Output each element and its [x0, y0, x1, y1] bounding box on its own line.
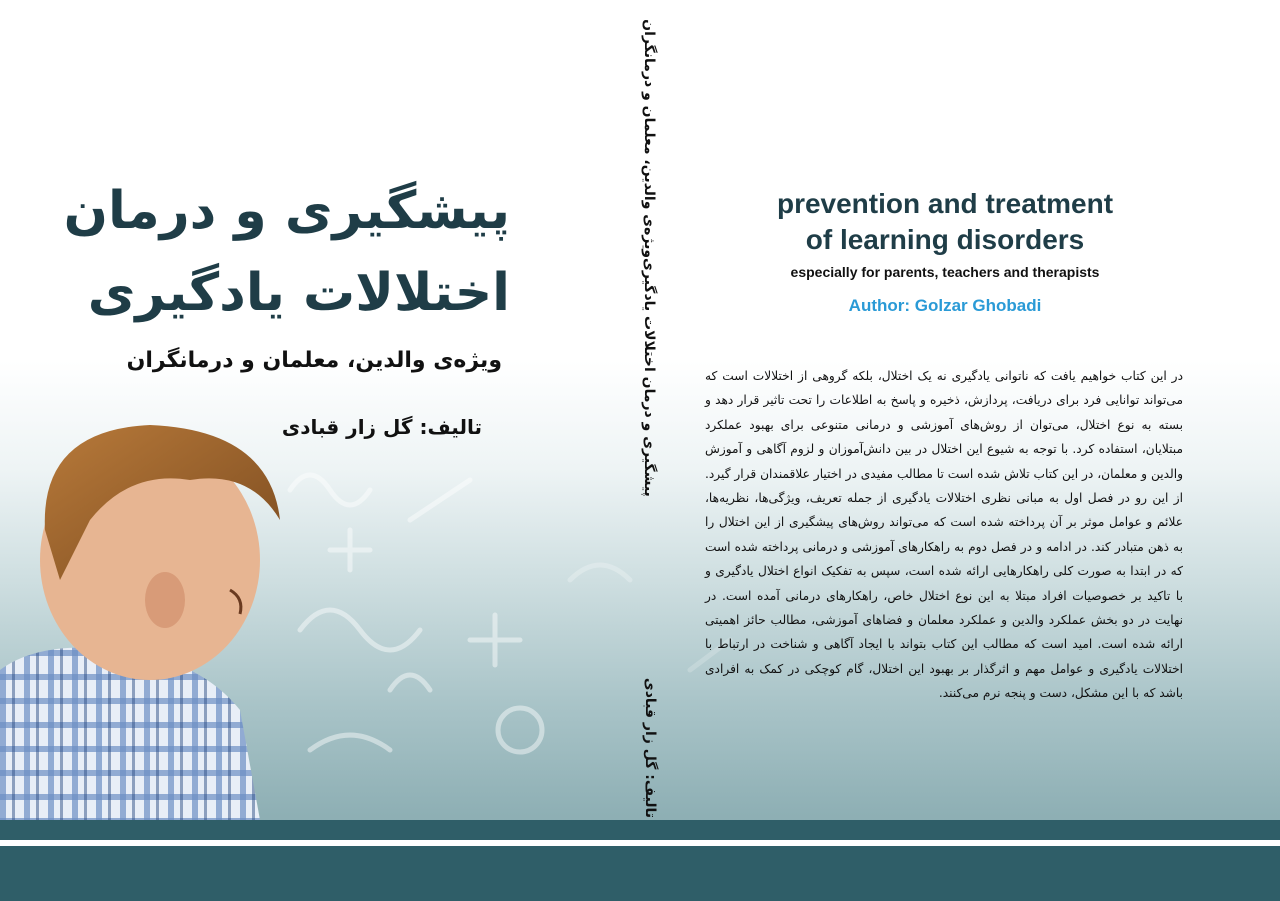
- front-subtitle: ویژه‌ی والدین، معلمان و درمانگران: [126, 348, 502, 373]
- front-title-line-2: اختلالات یادگیری: [87, 263, 510, 323]
- bottom-band: [0, 846, 1280, 901]
- spine-author: تالیف: گل زار قبادی: [642, 677, 658, 818]
- spine-title: پیشگیری و درمان اختلالات یادگیری‌ویژه‌ی والدین، معلمان و درمانگران: [641, 19, 657, 497]
- front-author: تالیف: گل زار قبادی: [281, 415, 482, 439]
- back-blurb: [705, 364, 1183, 706]
- back-english-title-line-1: prevention and treatment: [776, 188, 1114, 219]
- blurb-text: در این کتاب خواهیم یافت که ناتوانی یادگیری نه یک اختلال، بلکه گروهی از اختلالات است که می‌تواند توانایی فرد برای دریافت، پردازش، ذخیره و پاسخ به اطلاعات را تحت تاثیر قرار دهد و بسته به نوع اختلال، می‌توان از روش‌های آموزشی و درمانی متنوعی برای بهبود عملکرد مبتلایان، استفاده کرد. با توجه به شیوع این اختلال در بین دانش‌آموزان و لزوم آگاهی و آموزش والدین و معلمان، در این کتاب تلاش شده است تا مطالب مفیدی در اختیار علاقمندان قرار گیرد. از این رو در فصل اول به مبانی نظری اختلالات یادگیری از جمله تعریف، ویژگی‌ها، نظریه‌ها، علائم و عوامل موثر بر آن پرداخته شده است که می‌تواند روش‌های پیشگیری از این اختلال را به ذهن متبادر کند. در ادامه و در فصل دوم به راهکارهای آموزشی و درمانی پرداخته شده است که در ابتدا به صورت کلی راهکارهایی ارائه شده است، سپس به تفکیک انواع اختلال یادگیری و با تاکید بر خصوصیات افراد مبتلا به این نوع اختلال خاص، راهکارهای درمانی آمده است. در نهایت در دو بخش عملکرد والدین و عملکرد معلمان و فضاهای آموزشی، مطالب حائز اهمیتی ارائه شده است. امید است که مطالب این کتاب بتواند با ایجاد آگاهی و شناخت در ارتباط با اختلالات یادگیری و عوامل مهم و اثرگذار بر بهبود این اختلال، گام کوچکی در کمک به افرادی باشد که با این مشکل، دست و پنجه نرم می‌کنند.: [705, 369, 1183, 701]
- boy-photo: [0, 410, 300, 820]
- back-english-title-line-2: of learning disorders: [805, 224, 1085, 255]
- back-english-subtitle: especially for parents, teachers and therapists: [790, 264, 1100, 280]
- bottom-band-upper: [0, 820, 1280, 840]
- front-title-line-1: پیشگیری و درمان: [63, 181, 510, 241]
- back-english-author: Author: Golzar Ghobadi: [848, 296, 1042, 315]
- book-spine: [600, 19, 690, 830]
